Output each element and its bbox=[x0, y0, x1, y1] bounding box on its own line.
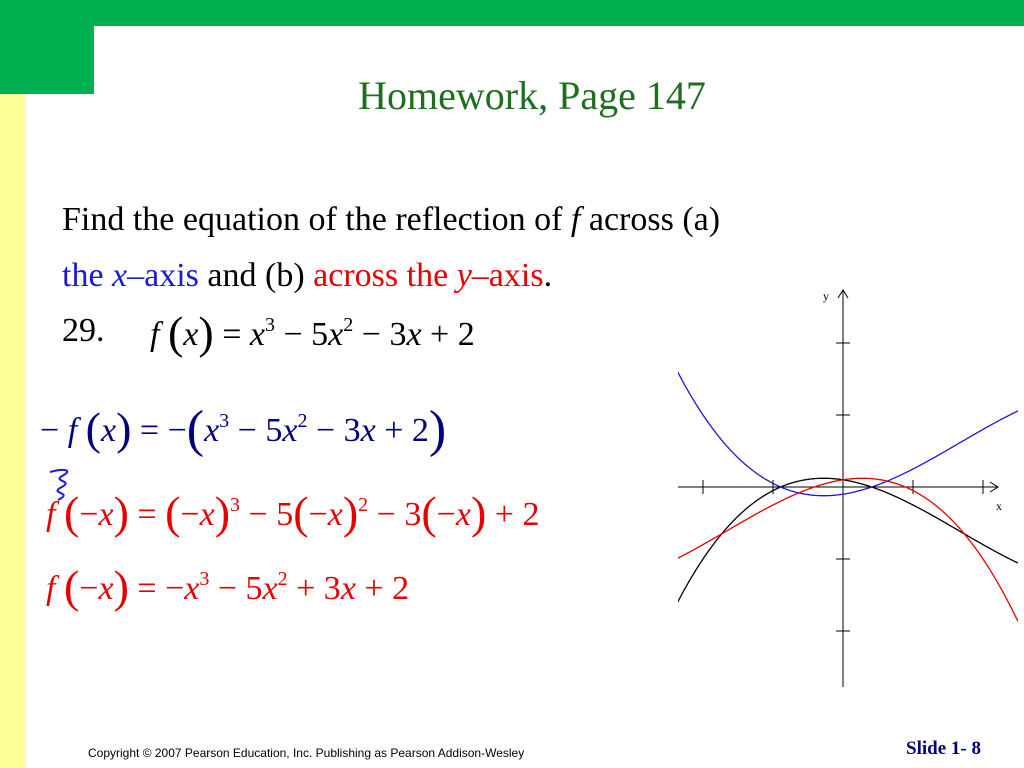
part-a-the: the bbox=[62, 257, 113, 294]
part-b-y: y bbox=[456, 257, 472, 294]
prompt-f: f bbox=[570, 201, 581, 238]
part-a-label bbox=[62, 257, 199, 294]
eq-orig-f: f bbox=[150, 316, 160, 353]
x-reflection-curve bbox=[678, 352, 1018, 495]
left-accent-strip bbox=[0, 94, 26, 768]
prompt-and-b: and (b) bbox=[198, 257, 314, 294]
part-b-axis: –axis bbox=[471, 257, 544, 294]
top-accent-bar bbox=[0, 0, 1024, 26]
slide-title: Homework, Page 147 bbox=[358, 73, 706, 118]
part-b-across: across the bbox=[313, 257, 457, 294]
part-b-label bbox=[313, 257, 543, 294]
graph-axes bbox=[678, 290, 998, 687]
part-a-x: x bbox=[112, 257, 128, 294]
part-a-axis: –axis bbox=[127, 257, 199, 294]
prompt-period: . bbox=[543, 257, 553, 294]
original-curve bbox=[678, 478, 1018, 621]
prompt-text-1: Find the equation of the reflection of bbox=[62, 201, 571, 238]
x-axis-label: x bbox=[996, 499, 1002, 513]
problem-number: 29. bbox=[62, 312, 105, 349]
equation-negative-f: − f $(x) = -(x^3 - 5x^2 - 3x + 2)$ bbox=[40, 401, 447, 458]
equation-reflect-y-step2: f $(-x) = -x^3 - 5x^2 + 3x + 2$ bbox=[46, 561, 410, 612]
equation-original: f $(x) = x^3 - 5x^2 - 3x + 2$ bbox=[150, 307, 475, 358]
eq-orig-x: x bbox=[183, 316, 199, 353]
function-graph bbox=[678, 282, 1018, 692]
y-reflection-curve bbox=[678, 478, 1018, 621]
y-axis-label: y bbox=[823, 289, 829, 303]
slide-number: Slide 1- 8 bbox=[906, 738, 981, 759]
equation-reflect-y-step1: f $(-x) = (-x)^3 - 5(-x)^2 - 3(-x) + 2$ bbox=[46, 487, 540, 538]
prompt-text-2: across (a) bbox=[580, 201, 721, 238]
copyright-footer: Copyright © 2007 Pearson Education, Inc. Publishing as Pearson Addison-Wesley bbox=[88, 746, 525, 760]
